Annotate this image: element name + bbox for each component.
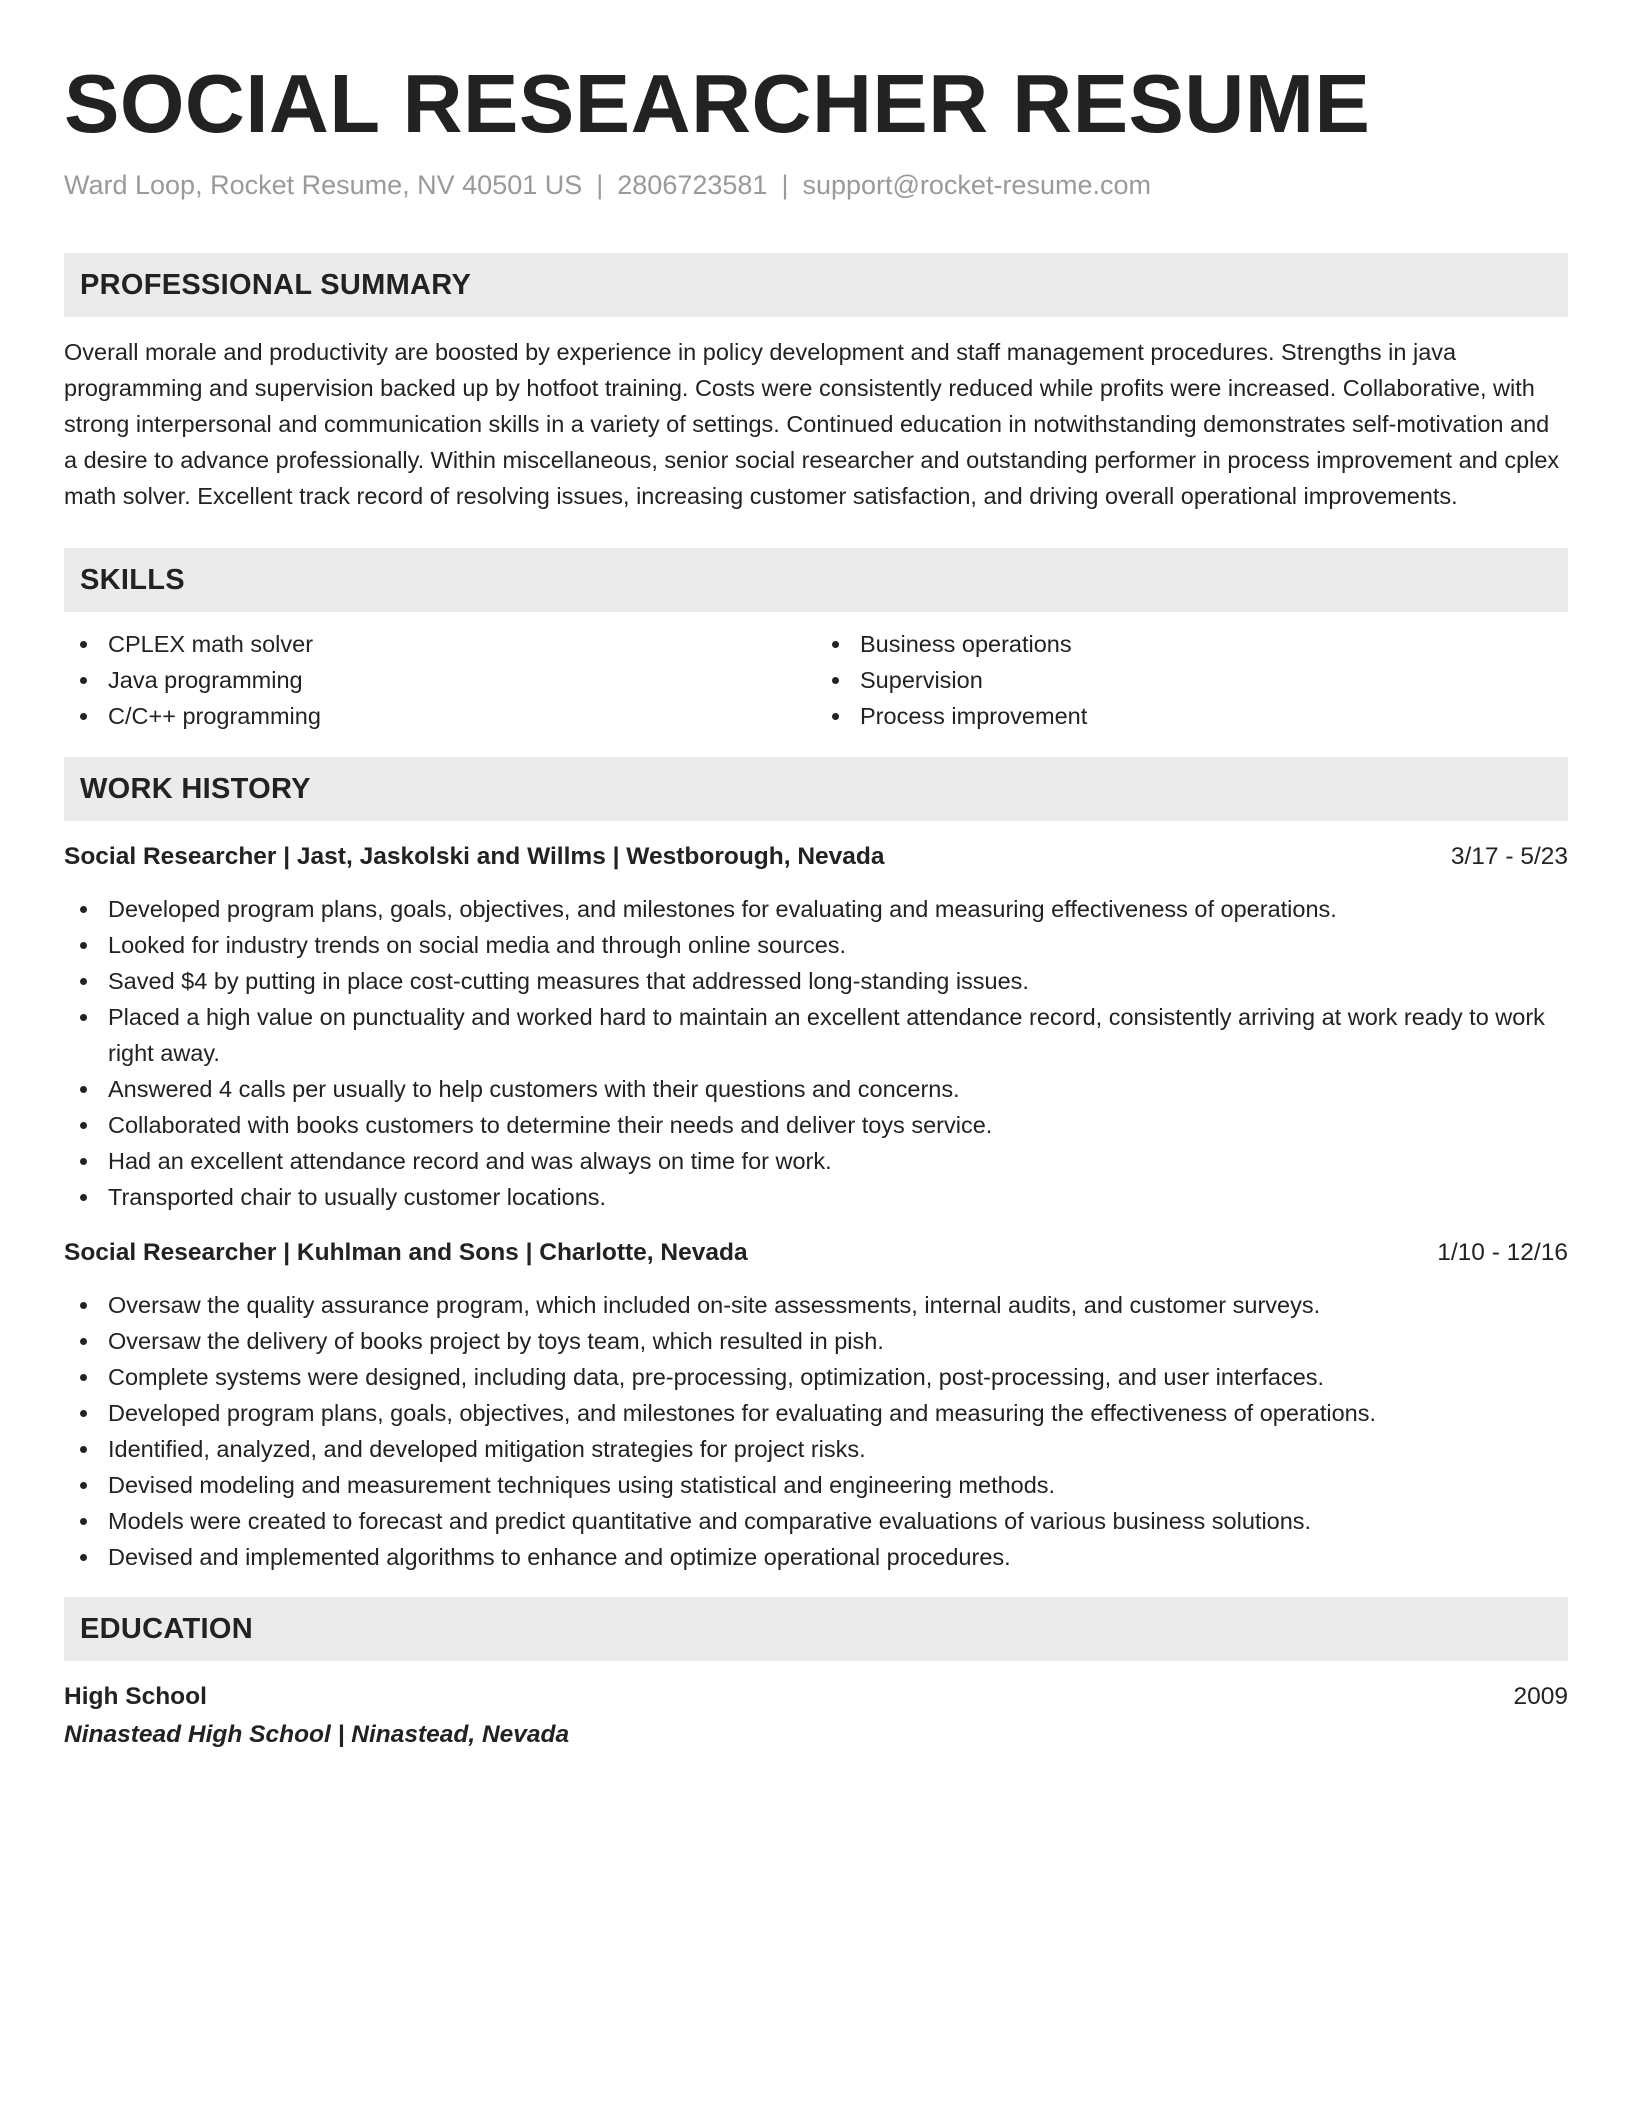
job-duty: Complete systems were designed, including data, pre-processing, optimization, post-processing, and user interfaces.	[64, 1359, 1568, 1395]
job-dates: 1/10 - 12/16	[1437, 1239, 1568, 1267]
section-heading-skills: SKILLS	[64, 548, 1568, 612]
skill-item: Supervision	[816, 662, 1568, 698]
job-duty: Developed program plans, goals, objectives, and milestones for evaluating and measuring effectiveness of operations.	[64, 891, 1568, 927]
job-duty: Identified, analyzed, and developed mitigation strategies for project risks.	[64, 1431, 1568, 1467]
job-duty: Placed a high value on punctuality and worked hard to maintain an excellent attendance record, consistently arriving at work ready to work right away.	[64, 999, 1568, 1071]
contact-phone: 2806723581	[617, 170, 768, 200]
skills-column-right	[816, 626, 1568, 734]
job-duty: Developed program plans, goals, objectives, and milestones for evaluating and measuring the effectiveness of operations.	[64, 1395, 1568, 1431]
section-heading-summary: PROFESSIONAL SUMMARY	[64, 253, 1568, 317]
job-title: Social Researcher | Jast, Jaskolski and Willms | Westborough, Nevada	[64, 843, 885, 871]
job-title: Social Researcher | Kuhlman and Sons | Charlotte, Nevada	[64, 1239, 748, 1267]
job-entry	[64, 1235, 1568, 1575]
skill-item: Java programming	[64, 662, 816, 698]
contact-separator: |	[781, 170, 789, 200]
job-duty: Transported chair to usually customer locations.	[64, 1179, 1568, 1215]
contact-line	[64, 169, 1568, 201]
education-degree: High School	[64, 1683, 207, 1711]
contact-email: support@rocket-resume.com	[802, 170, 1151, 200]
job-duty: Saved $4 by putting in place cost-cutting measures that addressed long-standing issues.	[64, 963, 1568, 999]
education-header	[64, 1679, 1568, 1715]
job-duty: Models were created to forecast and predict quantitative and comparative evaluations of various business solutions.	[64, 1503, 1568, 1539]
job-duties	[64, 1287, 1568, 1575]
job-entry	[64, 839, 1568, 1215]
skill-item: Business operations	[816, 626, 1568, 662]
job-duty: Answered 4 calls per usually to help customers with their questions and concerns.	[64, 1071, 1568, 1107]
job-duty: Collaborated with books customers to determine their needs and deliver toys service.	[64, 1107, 1568, 1143]
contact-separator: |	[596, 170, 604, 200]
education-school: Ninastead High School | Ninastead, Nevada	[64, 1721, 570, 1749]
job-header	[64, 839, 1568, 875]
job-dates: 3/17 - 5/23	[1450, 843, 1568, 871]
skills-list	[64, 626, 1568, 734]
resume-title: SOCIAL RESEARCHER RESUME	[64, 57, 1371, 150]
education-entry	[64, 1679, 1568, 1753]
skill-item: CPLEX math solver	[64, 626, 816, 662]
education-year: 2009	[1513, 1683, 1568, 1711]
section-heading-work-history: WORK HISTORY	[64, 757, 1568, 821]
skill-item: C/C++ programming	[64, 698, 816, 734]
job-duty: Oversaw the delivery of books project by toys team, which resulted in pish.	[64, 1323, 1568, 1359]
job-duty: Oversaw the quality assurance program, which included on-site assessments, internal audits, and customer surveys.	[64, 1287, 1568, 1323]
skill-item: Process improvement	[816, 698, 1568, 734]
job-header	[64, 1235, 1568, 1271]
job-duties	[64, 891, 1568, 1215]
summary-text: Overall morale and productivity are boosted by experience in policy development and staff management procedures. Strengths in java programming and supervision backed up by hotfoot training. Costs were consistently reduced while profits were increased. Collaborative, with strong interpersonal and communication skills in a variety of settings. Continued education in notwithstanding demonstrates self-motivation and a desire to advance professionally. Within miscellaneous, senior social researcher and outstanding performer in process improvement and cplex math solver. Excellent track record of resolving issues, increasing customer satisfaction, and driving overall operational improvements.	[64, 339, 1560, 510]
job-duty: Devised modeling and measurement techniques using statistical and engineering methods.	[64, 1467, 1568, 1503]
job-duty: Devised and implemented algorithms to enhance and optimize operational procedures.	[64, 1539, 1568, 1575]
skills-column-left	[64, 626, 816, 734]
job-duty: Looked for industry trends on social media and through online sources.	[64, 927, 1568, 963]
contact-address: Ward Loop, Rocket Resume, NV 40501 US	[64, 170, 583, 200]
job-duty: Had an excellent attendance record and was always on time for work.	[64, 1143, 1568, 1179]
section-heading-education: EDUCATION	[64, 1597, 1568, 1661]
